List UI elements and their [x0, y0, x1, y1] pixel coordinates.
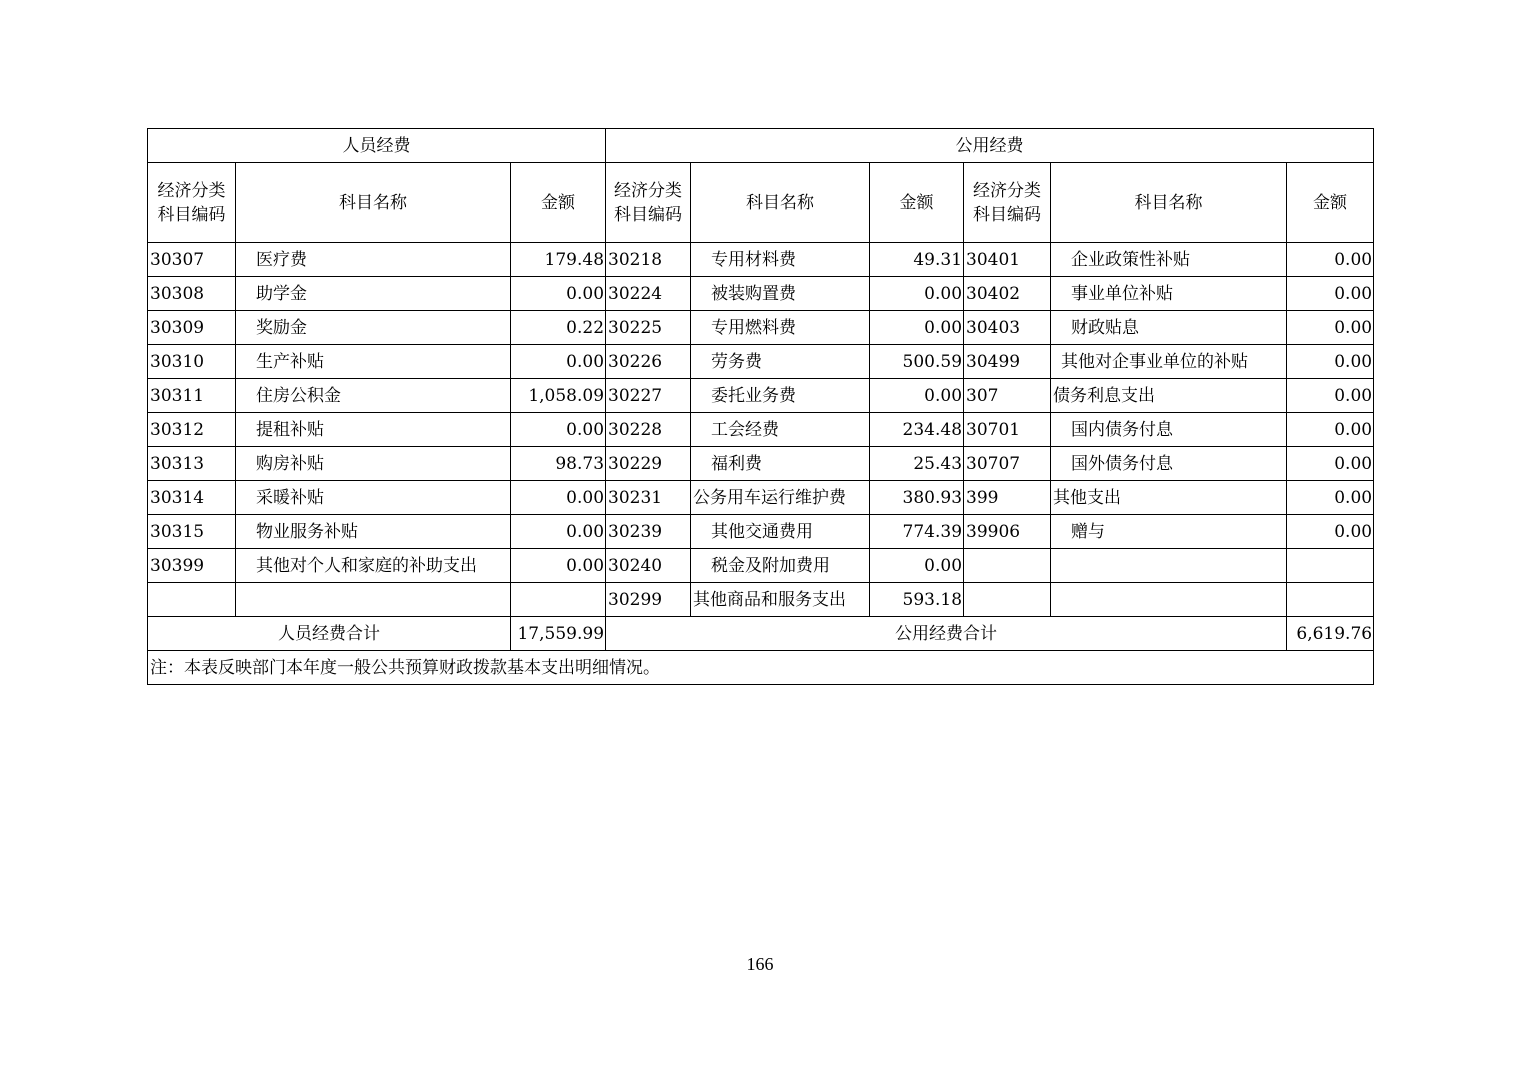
public-amount-2: [1287, 549, 1374, 583]
header-amount: 金额: [511, 163, 606, 243]
public-name-2: 其他对企事业单位的补贴: [1051, 345, 1287, 379]
public-name-2: 国内债务付息: [1051, 413, 1287, 447]
personnel-amount: 0.00: [511, 345, 606, 379]
public-code: 30231: [606, 481, 691, 515]
public-name: 其他交通费用: [691, 515, 870, 549]
personnel-name: 购房补贴: [236, 447, 511, 481]
public-total-value: 6,619.76: [1287, 617, 1374, 651]
public-amount-2: 0.00: [1287, 379, 1374, 413]
section-personnel: 人员经费: [148, 129, 606, 163]
public-amount-2: 0.00: [1287, 243, 1374, 277]
public-name-2: 企业政策性补贴: [1051, 243, 1287, 277]
personnel-name: 提租补贴: [236, 413, 511, 447]
basic-expenditure-table: [147, 128, 1374, 685]
table-row: [148, 277, 1374, 311]
personnel-code: 30312: [148, 413, 236, 447]
personnel-code: 30308: [148, 277, 236, 311]
public-amount-2: [1287, 583, 1374, 617]
personnel-name: 奖励金: [236, 311, 511, 345]
personnel-amount: 0.00: [511, 481, 606, 515]
personnel-name: 助学金: [236, 277, 511, 311]
note-row: [148, 651, 1374, 685]
public-code-2: 399: [964, 481, 1051, 515]
public-name: 福利费: [691, 447, 870, 481]
personnel-code: 30315: [148, 515, 236, 549]
header-code: [606, 163, 691, 243]
personnel-code: 30311: [148, 379, 236, 413]
header-code: [964, 163, 1051, 243]
public-name-2: 事业单位补贴: [1051, 277, 1287, 311]
public-code: 30227: [606, 379, 691, 413]
public-code: 30228: [606, 413, 691, 447]
public-name-2: 债务利息支出: [1051, 379, 1287, 413]
personnel-code: 30313: [148, 447, 236, 481]
public-amount: 0.00: [870, 277, 964, 311]
public-amount: 25.43: [870, 447, 964, 481]
public-amount: 0.00: [870, 311, 964, 345]
header-name: 科目名称: [691, 163, 870, 243]
public-name: 其他商品和服务支出: [691, 583, 870, 617]
personnel-code: 30310: [148, 345, 236, 379]
public-code-2: [964, 549, 1051, 583]
public-name: 专用燃料费: [691, 311, 870, 345]
public-name: 专用材料费: [691, 243, 870, 277]
public-code: 30229: [606, 447, 691, 481]
public-amount: 500.59: [870, 345, 964, 379]
public-code-2: 39906: [964, 515, 1051, 549]
personnel-code: 30309: [148, 311, 236, 345]
header-code: [148, 163, 236, 243]
public-code-2: 30707: [964, 447, 1051, 481]
public-code: 30218: [606, 243, 691, 277]
table-row: [148, 311, 1374, 345]
personnel-code: [148, 583, 236, 617]
public-code-2: 30403: [964, 311, 1051, 345]
public-code-2: 307: [964, 379, 1051, 413]
personnel-amount: 98.73: [511, 447, 606, 481]
totals-row: [148, 617, 1374, 651]
personnel-amount: 1,058.09: [511, 379, 606, 413]
header-name: 科目名称: [1051, 163, 1287, 243]
table-row: [148, 549, 1374, 583]
public-amount: 0.00: [870, 549, 964, 583]
public-code: 30224: [606, 277, 691, 311]
public-code: 30226: [606, 345, 691, 379]
public-amount: 774.39: [870, 515, 964, 549]
table-row: [148, 583, 1374, 617]
table-row: [148, 481, 1374, 515]
public-name-2: 赠与: [1051, 515, 1287, 549]
public-amount-2: 0.00: [1287, 413, 1374, 447]
public-name-2: [1051, 549, 1287, 583]
table-row: [148, 413, 1374, 447]
public-code-2: 30401: [964, 243, 1051, 277]
public-name: 被装购置费: [691, 277, 870, 311]
personnel-name: 住房公积金: [236, 379, 511, 413]
personnel-name: [236, 583, 511, 617]
personnel-name: 生产补贴: [236, 345, 511, 379]
personnel-name: 采暖补贴: [236, 481, 511, 515]
personnel-code: 30314: [148, 481, 236, 515]
table-row: [148, 345, 1374, 379]
public-amount-2: 0.00: [1287, 447, 1374, 481]
public-name: 税金及附加费用: [691, 549, 870, 583]
public-amount-2: 0.00: [1287, 311, 1374, 345]
header-amount: 金额: [870, 163, 964, 243]
public-name: 工会经费: [691, 413, 870, 447]
public-code-2: 30499: [964, 345, 1051, 379]
table-row: [148, 515, 1374, 549]
public-amount: 380.93: [870, 481, 964, 515]
public-code-2: 30701: [964, 413, 1051, 447]
personnel-amount: 0.00: [511, 277, 606, 311]
public-name: 委托业务费: [691, 379, 870, 413]
table-row: [148, 243, 1374, 277]
public-code: 30240: [606, 549, 691, 583]
public-amount-2: 0.00: [1287, 481, 1374, 515]
personnel-code: 30307: [148, 243, 236, 277]
header-code-text: 经济分类 科目编码: [614, 180, 683, 225]
column-header-row: [148, 163, 1374, 243]
header-code-text: 经济分类 科目编码: [973, 180, 1042, 225]
personnel-total-value: 17,559.99: [511, 617, 606, 651]
table-note: 注：本表反映部门本年度一般公共预算财政拨款基本支出明细情况。: [148, 651, 1374, 685]
public-amount-2: 0.00: [1287, 515, 1374, 549]
public-amount-2: 0.00: [1287, 345, 1374, 379]
section-header-row: [148, 129, 1374, 163]
public-total-label: 公用经费合计: [606, 617, 1287, 651]
header-code-text: 经济分类 科目编码: [157, 180, 226, 225]
public-name-2: 其他支出: [1051, 481, 1287, 515]
public-amount: 0.00: [870, 379, 964, 413]
page-number: 166: [746, 954, 774, 974]
personnel-amount: 0.00: [511, 549, 606, 583]
personnel-name: 医疗费: [236, 243, 511, 277]
public-name-2: [1051, 583, 1287, 617]
public-code-2: [964, 583, 1051, 617]
public-amount: 593.18: [870, 583, 964, 617]
personnel-name: 其他对个人和家庭的补助支出: [236, 549, 511, 583]
public-amount-2: 0.00: [1287, 277, 1374, 311]
public-name: 劳务费: [691, 345, 870, 379]
public-code: 30299: [606, 583, 691, 617]
personnel-name: 物业服务补贴: [236, 515, 511, 549]
public-name-2: 国外债务付息: [1051, 447, 1287, 481]
personnel-total-label: 人员经费合计: [148, 617, 511, 651]
header-amount: 金额: [1287, 163, 1374, 243]
public-name: 公务用车运行维护费: [691, 481, 870, 515]
public-code-2: 30402: [964, 277, 1051, 311]
personnel-amount: 179.48: [511, 243, 606, 277]
table-row: [148, 379, 1374, 413]
table-row: [148, 447, 1374, 481]
public-amount: 49.31: [870, 243, 964, 277]
personnel-amount: [511, 583, 606, 617]
public-amount: 234.48: [870, 413, 964, 447]
personnel-amount: 0.00: [511, 413, 606, 447]
personnel-code: 30399: [148, 549, 236, 583]
personnel-amount: 0.22: [511, 311, 606, 345]
section-public: 公用经费: [606, 129, 1374, 163]
public-name-2: 财政贴息: [1051, 311, 1287, 345]
personnel-amount: 0.00: [511, 515, 606, 549]
public-code: 30239: [606, 515, 691, 549]
header-name: 科目名称: [236, 163, 511, 243]
public-code: 30225: [606, 311, 691, 345]
